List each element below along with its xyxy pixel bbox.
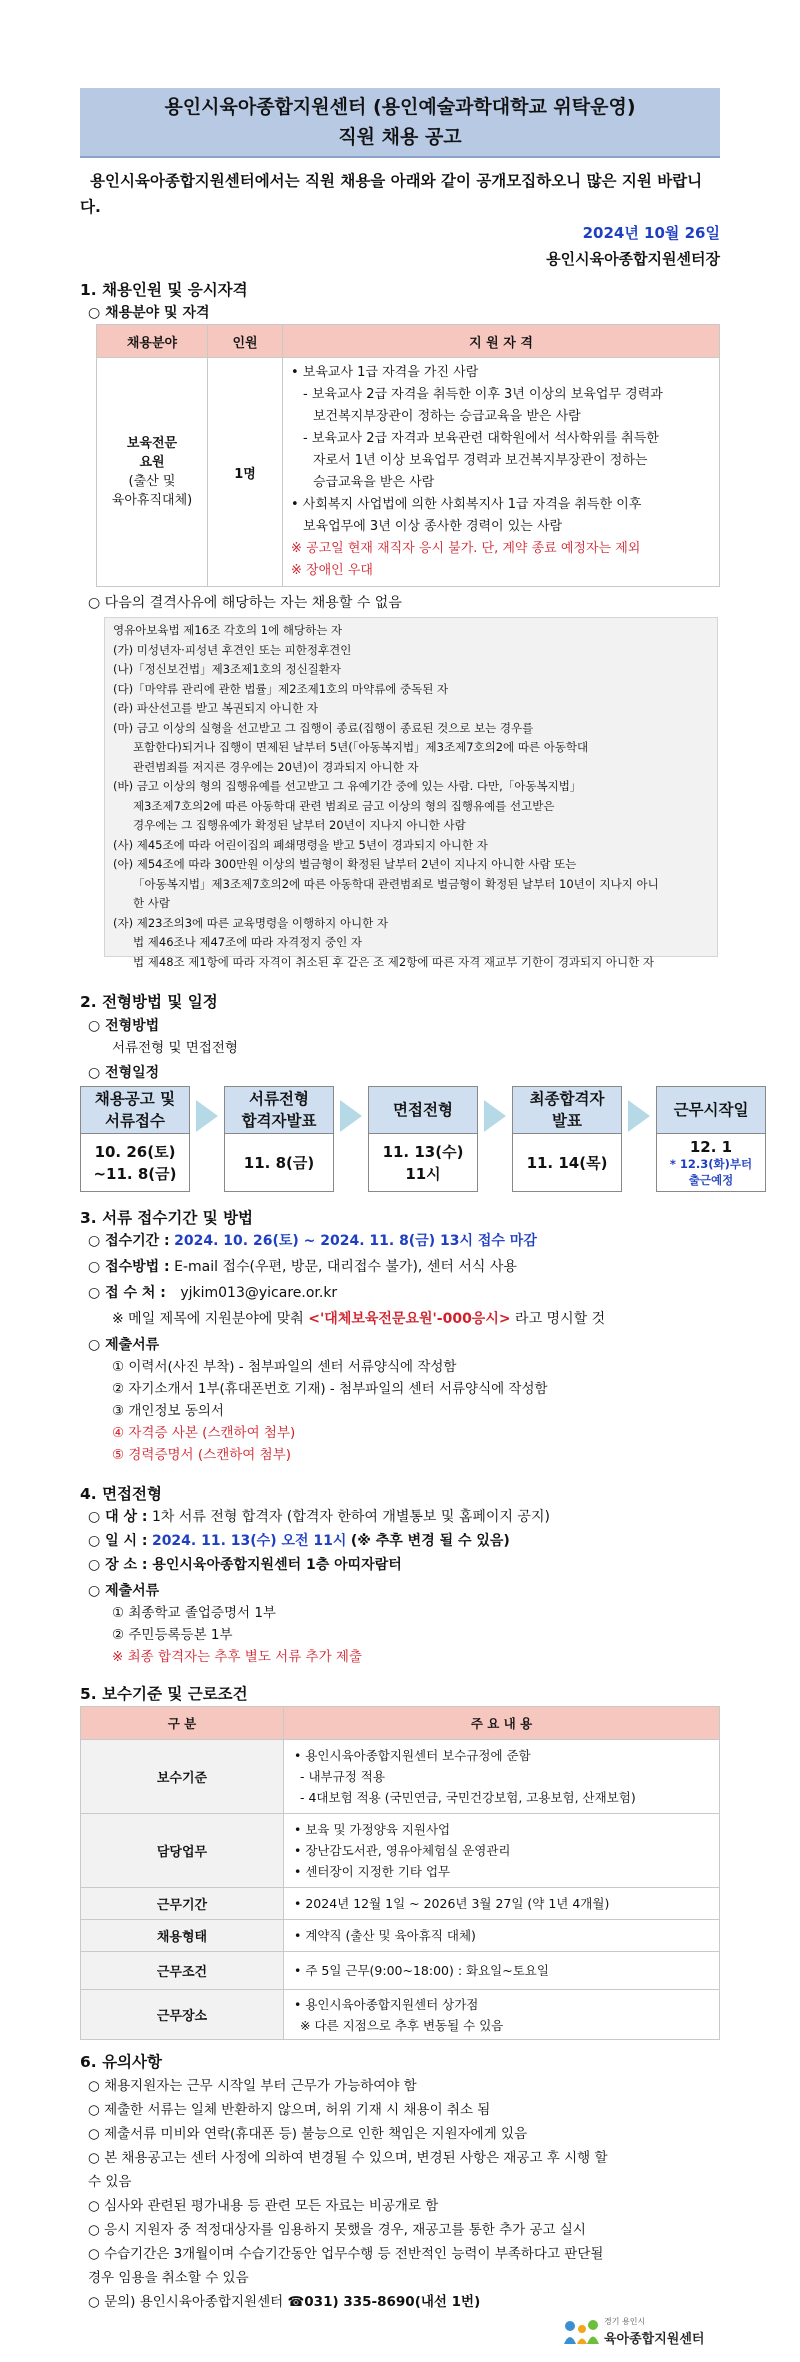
conditions-table: [80, 1706, 720, 2040]
interview-target: ○ 대 상 : 1차 서류 전형 합격자 (합격자 한하여 개별통보 및 홈페이지 공지): [88, 1509, 550, 1525]
notice-date: 2024년 10월 26일: [582, 224, 720, 242]
interview-docs: ① 최종학교 졸업증명서 1부 ② 주민등록등본 1부 ※ 최종 합격자는 추후 별도 서류 추가 제출: [112, 1605, 363, 1665]
field-cell: 보육전문 요원 (출산 및 육아휴직대체): [97, 358, 208, 587]
section-2-heading: 2. 전형방법 및 일정: [80, 993, 218, 1011]
row-label: 근무조건: [81, 1952, 284, 1990]
interview-docs-heading: ○ 제출서류: [88, 1583, 160, 1599]
step-final-result: 최종합격자 발표 11. 14(목): [512, 1086, 622, 1192]
step-start-date: 근무시작일 12. 1 * 12.3(화)부터 출근예정: [656, 1086, 766, 1192]
row-content: • 2024년 12월 1일 ~ 2026년 3월 27일 (약 1년 4개월): [284, 1888, 720, 1920]
mail-subject-note: ※ 메일 제목에 지원분야에 맞춰 <'대체보육전문요원'-000응시> 라고 명시할 것: [112, 1311, 606, 1327]
organization-name: 용인시육아종합지원센터장: [546, 250, 720, 268]
arrow-right-icon: [484, 1100, 506, 1132]
docs-list: ① 이력서(사진 부착) - 첨부파일의 센터 서류양식에 작성함 ② 자기소개서 1부(휴대폰번호 기재) - 첨부파일의 센터 서류양식에 작성함 ③ 개인정보 동의서 ④ 자격증 사본 (스캔하여 첨부) ⑤ 경력증명서 (스캔하여 첨부): [112, 1359, 548, 1463]
section-3-heading: 3. 서류 접수기간 및 방법: [80, 1209, 254, 1227]
row-content: • 계약직 (출산 및 육아휴직 대체): [284, 1920, 720, 1952]
method-heading: ○ 전형방법: [88, 1018, 160, 1034]
col-field: 채용분야: [97, 325, 208, 358]
title-line1: 용인시육아종합지원센터 (용인예술과학대학교 위탁운영): [164, 96, 636, 118]
qualification-table: [96, 324, 720, 587]
row-content: • 용인시육아종합지원센터 보수규정에 준함 - 내부규정 적용 - 4대보험 적용 (국민연금, 국민건강보험, 고용보험, 산재보험): [284, 1740, 720, 1814]
email-link[interactable]: yjkim013@yicare.or.kr: [180, 1285, 338, 1301]
row-label: 근무장소: [81, 1990, 284, 2040]
interview-place: ○ 장 소 : 용인시육아종합지원센터 1층 아띠자람터: [88, 1557, 402, 1573]
docs-heading: ○ 제출서류: [88, 1337, 160, 1353]
title-banner: [80, 88, 720, 158]
row-content: • 보육 및 가정양육 지원사업 • 장난감도서관, 영유아체험실 운영관리 • 센터장이 지정한 기타 업무: [284, 1814, 720, 1888]
col-qualification: 지 원 자 격: [283, 325, 720, 358]
method-text: 서류전형 및 면접전형: [112, 1040, 238, 1056]
receiver-line: ○ 접 수 처 : yjkim013@yicare.or.kr: [88, 1285, 338, 1301]
row-label: 채용형태: [81, 1920, 284, 1952]
section-1-heading: 1. 채용인원 및 응시자격: [80, 281, 248, 299]
step-interview: 면접전형 11. 13(수) 11시: [368, 1086, 478, 1192]
arrow-right-icon: [628, 1100, 650, 1132]
interview-date: ○ 일 시 : 2024. 11. 13(수) 오전 11시 (※ 추후 변경 될 수 있음): [88, 1533, 510, 1549]
row-label: 근무기간: [81, 1888, 284, 1920]
center-logo: [562, 2316, 722, 2350]
family-logo-icon: [562, 2318, 600, 2346]
arrow-right-icon: [340, 1100, 362, 1132]
row-content: • 주 5일 근무(9:00~18:00) : 화요일~토요일: [284, 1952, 720, 1990]
qualification-cell: • 보육교사 1급 자격을 가진 사람 - 보육교사 2급 자격을 취득한 이후 3년 이상의 보육업무 경력과 보건복지부장관이 정하는 승급교육을 받은 사람 - 보육교사 2급 자격과 보육관련 대학원에서 석사학위를 취득한 자로서 1년 이상 보육업무 경력과 보건복지부장관이 정하는 승급교육을 받은 사람 • 사회복지 사업법에 의한 사회복지사 1급 자격을 취득한 이후 보육업무에 3년 이상 종사한 경력이 있는 사람 ※ 공고일 현재 재직자 응시 불가. 단, 계약 종료 예정자는 제외 ※ 장애인 우대: [283, 358, 720, 587]
method-line: ○ 접수방법 : E-mail 접수(우편, 방문, 대리접수 불가), 센터 서식 사용: [88, 1259, 517, 1275]
row-label: 보수기준: [81, 1740, 284, 1814]
col-content: 주 요 내 용: [284, 1707, 720, 1740]
phone-number[interactable]: ☎031) 335-8690(내선 1번): [287, 2294, 481, 2310]
section-6-heading: 6. 유의사항: [80, 2053, 162, 2071]
row-label: 담당업무: [81, 1814, 284, 1888]
step-document-result: 서류전형 합격자발표 11. 8(금): [224, 1086, 334, 1192]
row-content: • 용인시육아종합지원센터 상가점 ※ 다른 지점으로 추후 변동될 수 있음: [284, 1990, 720, 2040]
schedule-heading: ○ 전형일정: [88, 1065, 160, 1081]
disqualification-heading: ○ 다음의 결격사유에 해당하는 자는 채용할 수 없음: [88, 595, 402, 611]
step-application: 채용공고 및 서류접수 10. 26(토) ~11. 8(금): [80, 1086, 190, 1192]
title-line2: 직원 채용 공고: [338, 126, 462, 148]
col-count: 인원: [208, 325, 283, 358]
section-4-heading: 4. 면접전형: [80, 1485, 162, 1503]
count-cell: 1명: [208, 358, 283, 587]
logo-name: 육아종합지원센터: [604, 2332, 705, 2347]
logo-city: 경기 용인시: [604, 2317, 646, 2326]
notes-list: ○ 채용지원자는 근무 시작일 부터 근무가 가능하여야 함 ○ 제출한 서류는 일체 반환하지 않으며, 허위 기재 시 채용이 취소 됨 ○ 제출서류 미비와 연락(휴대폰 등) 불능으로 인한 책임은 지원자에게 있음 ○ 본 채용공고는 센터 사정에 의하여 변경될 수 있으며, 변경된 사항은 재공고 후 시행 할 수 있음 ○ 심사와 관련된 평가내용 등 관련 모든 자료는 비공개로 함 ○ 응시 지원자 중 적정대상자를 임용하지 못했을 경우, 재공고를 통한 추가 공고 실시 ○ 수습기간은 3개월이며 수습기간동안 업무수행 등 전반적인 능력이 부족하다고 판단될 경우 임용을 취소할 수 있음 ○ 문의) 용인시육아종합지원센터 ☎031) 335-8690(내선 1번): [88, 2074, 720, 2314]
disqualification-box: 영유아보육법 제16조 각호의 1에 해당하는 자 (가) 미성년자·피성년 후견인 또는 피한정후견인 (나)「정신보건법」제3조제1호의 정신질환자 (다)「마약류 관리에 관한 법률」제2조제1호의 마약류에 중독된 자 (라) 파산선고를 받고 복권되지 아니한 자 (마) 금고 이상의 실형을 선고받고 그 집행이 종료(집행이 종료된 것으로 보는 경우를 포함한다)되거나 집행이 면제된 날부터 5년(「아동복지법」제3조제7호의2에 따른 아동학대 관련범죄를 저지른 경우에는 20년)이 경과되지 아니한 자 (바) 금고 이상의 형의 집행유예를 선고받고 그 유예기간 중에 있는 사람. 다만,「아동복지법」 제3조제7호의2에 따른 아동학대 관련 범죄로 금고 이상의 형의 집행유예를 선고받은 경우에는 그 집행유예가 확정된 날부터 20년이 지나지 아니한 사람 (사) 제45조에 따라 어린이집의 폐쇄명령을 받고 5년이 경과되지 아니한 자 (아) 제54조에 따라 300만원 이상의 벌금형이 확정된 날부터 2년이 지나지 아니한 사람 또는 「아동복지법」제3조제7호의2에 따른 아동학대 관련범죄로 벌금형이 확정된 날부터 10년이 지나지 아니 한 사람 (자) 제23조의3에 따른 교육명령을 이행하지 아니한 자 법 제46조나 제47조에 따라 자격정지 중인 자 법 제48조 제1항에 따라 자격이 취소된 후 같은 조 제2항에 따른 자격 재교부 기한이 경과되지 아니한 자: [104, 617, 718, 957]
intro-text: 용인시육아종합지원센터에서는 직원 채용을 아래와 같이 공개모집하오니 많은 지원 바랍니다.: [80, 172, 703, 216]
arrow-right-icon: [196, 1100, 218, 1132]
section-1-sub: ○ 채용분야 및 자격: [88, 305, 210, 321]
section-5-heading: 5. 보수기준 및 근로조건: [80, 1685, 248, 1703]
contact-line: ○ 문의) 용인시육아종합지원센터 ☎031) 335-8690(내선 1번): [88, 2294, 481, 2310]
col-category: 구 분: [81, 1707, 284, 1740]
period-line: ○ 접수기간 : 2024. 10. 26(토) ~ 2024. 11. 8(금) 13시 접수 마감: [88, 1233, 537, 1249]
